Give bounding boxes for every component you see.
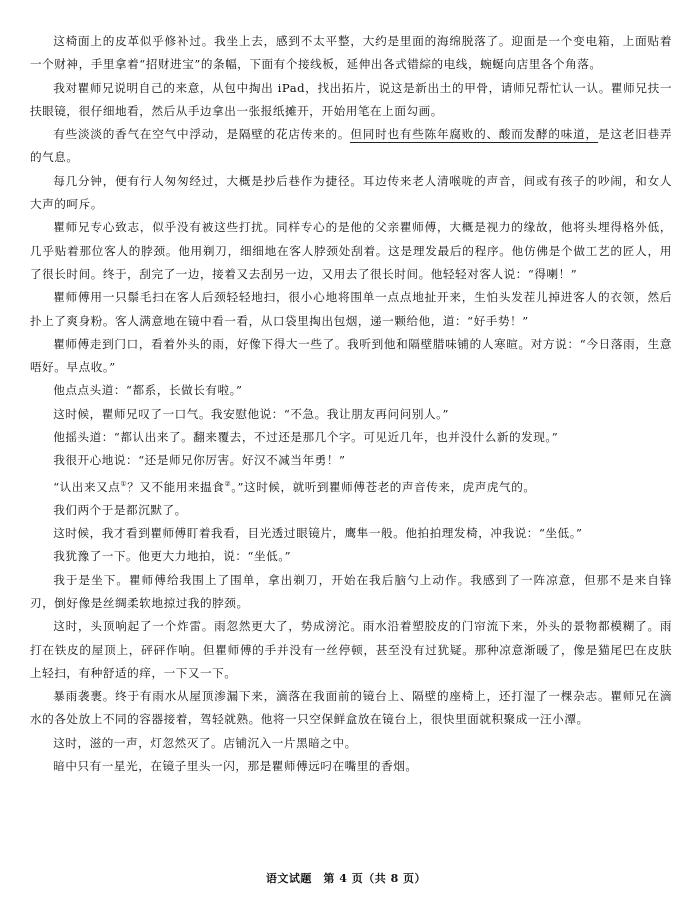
paragraph-12-part-b: ？又不能用来揾食 (127, 479, 225, 494)
paragraph-9: 这时候，瞿师兄叹了一口气。我安慰他说：“不急。我让朋友再问问别人。” (53, 406, 449, 421)
paragraph-14: 这时候，我才看到瞿师傅盯着我看，目光透过眼镜片，鹰隼一般。他拍拍理发椅，冲我说：“坐低。” (53, 526, 583, 541)
paragraph-5: 瞿师兄专心致志，似乎没有被这些打扰。同样专心的是他的父亲瞿师傅，大概是视力的缘故，他将头埋得格外低，几乎贴着那位客人的脖颈。他用剃刀，细细地在客人脖颈处刮着。这是理发最后的程序。他仿佛是个做工艺的匠人，用了很长时间。终于，刮完了一边，接着又去刮另一边，又用去了很长时间。他轻轻对客人说：“得喇！” (30, 220, 672, 281)
paragraph-10: 他摇头道：“都认出来了。翻来覆去，不过还是那几个字。可见近几年，也并没什么新的发现。” (53, 430, 559, 445)
paragraph-11: 我很开心地说：“还是师兄你厉害。好汉不减当年勇！” (53, 453, 346, 468)
paragraph-15: 我犹豫了一下。他更大力地拍，说：“坐低。” (53, 549, 292, 564)
paragraph-2: 我对瞿师兄说明自己的来意，从包中掏出 iPad，找出拓片，说这是新出土的甲骨，请师兄帮忙认一认。瞿师兄扶一扶眼镜，很仔细地看，然后从手边拿出一张报纸摊开，开始用笔在上面勾画。 (30, 80, 672, 118)
paragraph-18: 暴雨袭裹。终于有雨水从屋顶渗漏下来，滴落在我面前的镜台上、隔壁的座椅上，还打湿了一棵杂志。瞿师兄在滴水的各处放上不同的容器接着，驾轻就熟。他将一只空保鲜盒放在镜台上，很快里面就积聚成一汪小潭。 (30, 689, 672, 727)
footnote-mark-1: ① (120, 479, 128, 488)
paragraph-3 (30, 123, 672, 170)
paragraph-13: 我们两个于是都沉默了。 (53, 502, 187, 517)
footnote-mark-2: ② (224, 479, 232, 488)
paragraph-12-part-c: 。”这时候，就听到瞿师傅苍老的声音传来，虎声虎气的。 (231, 479, 536, 494)
paragraph-3-part-c: 是这老旧巷弄的气息。 (30, 127, 672, 165)
paragraph-12 (30, 473, 672, 499)
paragraph-3-part-a: 有些淡淡的香气在空气中浮动，是隔壁的花店传来的。 (53, 127, 351, 142)
paragraph-20: 暗中只有一星光，在镜子里头一闪，那是瞿师傅远叼在嘴里的香烟。 (53, 759, 418, 774)
passage-body (30, 30, 672, 778)
paragraph-16: 我于是坐下。瞿师傅给我围上了围单，拿出剃刀，开始在我后脑勺上动作。我感到了一阵凉意，但那不是来自锋刃，倒好像是丝绸柔软地掠过我的脖颈。 (30, 572, 672, 610)
paragraph-1: 这椅面上的皮革似乎修补过。我坐上去，感到不太平整，大约是里面的海绵脱落了。迎面是一个变电箱，上面贴着一个财神，手里拿着“招财进宝”的条幅，下面有个接线板，延伸出各式错綜的电线，蜿蜒向店里各个角落。 (30, 34, 672, 72)
paragraph-12-part-a: “认出来又点 (53, 479, 121, 494)
underlined-phrase: 但同时也有些陈年腐败的、酸而发酵的味道， (350, 127, 598, 142)
paragraph-17: 这时，头顶响起了一个炸雷。雨忽然更大了，势成滂沱。雨水沿着塑胶皮的门帘流下来，外头的景物都模糊了。雨打在铁皮的屋顶上，砰砰作响。但瞿师傅的手并没有一丝停顿，甚至没有过犹疑。那种凉意渐暖了，像是猫尾巴在皮肤上轻扫，有种舒适的痒，一下又一下。 (30, 619, 672, 680)
paragraph-8: 他点点头道：“都系，长做长有啦。” (53, 383, 243, 398)
paragraph-7: 瞿师傅走到门口，看着外头的雨，好像下得大一些了。我听到他和隔壁腊味铺的人寒暄。对方说：“今日落雨，生意唔好。早点收。” (30, 336, 672, 375)
page-footer: 语文试题 第 4 页（共 8 页） (265, 872, 427, 885)
paragraph-19: 这时，滋的一声，灯忽然灭了。店铺沉入一片黑暗之中。 (53, 735, 357, 750)
paragraph-6: 瞿师傅用一只鬃毛扫在客人后颈轻轻地扫，很小心地将围单一点点地扯开来，生怕头发茬儿掉进客人的衣领，然后扑上了爽身粉。客人满意地在镜中看一看，从口袋里掏出包烟，递一颗给他，道：“好手势！” (30, 290, 672, 328)
paragraph-4: 每几分钟，便有行人匆匆经过，大概是抄后巷作为捷径。耳边传来老人清喉咙的声音，间或有孩子的吵闹，和女人大声的呵斥。 (30, 173, 672, 212)
